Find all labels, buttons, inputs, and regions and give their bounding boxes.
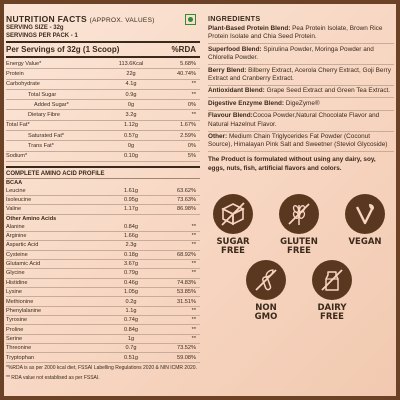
nutrition-row-label: Energy Value* <box>6 60 42 67</box>
amino-row-value: 0.79g <box>124 270 138 277</box>
bcaa-row-value: 0.95g <box>124 197 138 204</box>
amino-row-rda: ** <box>191 233 196 240</box>
amino-row-label: Serine <box>6 335 23 342</box>
ingredient-heading: Digestive Enzyme Blend: <box>208 99 284 107</box>
other-amino-table <box>6 223 200 363</box>
nutrition-row-rda: 40.74% <box>177 70 196 77</box>
amino-row-value: 1.1g <box>125 307 137 314</box>
amino-row-label: Aspartic Acid <box>6 242 39 249</box>
formulation-note: The Product is formulated without using any dairy, soy, eggs, nuts, fish, artificial flavors and colors. <box>208 156 376 172</box>
nutrition-row-rda: 0% <box>187 143 196 150</box>
ingredients-title: INGREDIENTS <box>208 14 261 23</box>
ingredient-text: Grape Seed Extract and Green Tea Extract. <box>264 87 391 95</box>
nutrition-row-rda: 5.68% <box>180 60 196 67</box>
bcaa-row <box>6 205 200 214</box>
amino-row-rda: ** <box>191 317 196 324</box>
bcaa-row <box>6 187 200 196</box>
nutrition-row-rda: 0% <box>187 101 196 108</box>
amino-row-rda: 73.52% <box>177 345 196 352</box>
nutrition-facts <box>6 14 200 381</box>
ingredient-heading: Other: <box>208 133 228 141</box>
amino-row-value: 3.67g <box>124 261 138 268</box>
nutrition-row-label: Saturated Fat* <box>28 132 65 139</box>
ingredient-line <box>208 67 394 86</box>
amino-row-rda: ** <box>191 270 196 277</box>
ingredient-text: Bilberry Extract, Acerola Cherry Extract, Goji Berry Extract and Cranberry Extract. <box>208 66 391 83</box>
amino-row-value: 0.51g <box>124 354 138 361</box>
amino-row <box>6 325 200 334</box>
amino-row <box>6 260 200 269</box>
amino-row-value: 1.05g <box>124 289 138 296</box>
ingredient-heading: Plant-Based Protein Blend: <box>208 25 291 32</box>
nutrition-row <box>6 100 200 110</box>
amino-row-label: Arginine <box>6 233 27 240</box>
amino-row <box>6 316 200 325</box>
amino-row-label: Methionine <box>6 298 34 305</box>
amino-row-value: 1.66g <box>124 233 138 240</box>
amino-row-label: Glutamic Acid <box>6 261 41 268</box>
nutrition-row-value: 1.12g <box>124 122 138 129</box>
bcaa-heading: BCAA <box>6 179 23 186</box>
amino-row-label: Lysine <box>6 289 22 296</box>
nutrition-table <box>6 59 200 162</box>
ingredient-heading: Berry Blend: <box>208 66 247 74</box>
ingredient-heading: Antioxidant Blend: <box>208 87 265 95</box>
veg-mark-icon <box>185 14 196 25</box>
amino-row-rda: 59.08% <box>177 354 196 361</box>
nutrition-row <box>6 121 200 131</box>
badge-sugar-free: SUGAR FREE <box>208 194 258 256</box>
amino-row-rda: 74.83% <box>177 279 196 286</box>
ingredients <box>208 14 394 174</box>
amino-row <box>6 307 200 316</box>
milk-carton-icon <box>312 260 352 300</box>
nutrition-row-label: Total Sugar <box>28 91 57 98</box>
amino-row <box>6 251 200 260</box>
bcaa-row-value: 1.61g <box>124 187 138 194</box>
nutrition-row <box>6 152 200 162</box>
ingredient-text: DigeZyme® <box>284 99 320 107</box>
ingredient-line <box>208 100 394 111</box>
nutrition-row-rda: ** <box>191 112 196 119</box>
amino-row <box>6 241 200 250</box>
amino-row-rda: 31.51% <box>177 298 196 305</box>
nutrition-row-value: 0.10g <box>124 153 138 160</box>
bcaa-row-rda: 86.98% <box>177 206 196 213</box>
ingredient-line <box>208 87 394 98</box>
amino-row-value: 0.2g <box>125 298 137 305</box>
amino-row <box>6 353 200 362</box>
badge-non-gmo: NON GMO <box>241 260 291 322</box>
ingredient-line <box>208 133 394 152</box>
nutrition-row <box>6 110 200 120</box>
serving-size: SERVING SIZE - 32g <box>6 25 64 31</box>
amino-row <box>6 297 200 306</box>
nutrition-title: NUTRITION FACTS (APPROX. VALUES) <box>6 14 155 24</box>
bcaa-row-value: 1.17g <box>124 206 138 213</box>
amino-row-rda: ** <box>191 242 196 249</box>
amino-row <box>6 344 200 353</box>
nutrition-row <box>6 59 200 69</box>
amino-row-value: 0.7g <box>125 345 137 352</box>
amino-row <box>6 223 200 232</box>
nutrition-row-value: 0.57g <box>124 132 138 139</box>
nutrition-row <box>6 90 200 100</box>
ingredient-line <box>208 25 394 44</box>
other-amino-heading: Other Amino Acids <box>6 215 57 222</box>
nutrition-row-label: Sodium* <box>6 153 28 160</box>
amino-row <box>6 269 200 278</box>
wheat-icon <box>279 194 319 234</box>
amino-row-label: Histidine <box>6 279 28 286</box>
amino-row-label: Threonine <box>6 345 32 352</box>
amino-title: COMPLETE AMINO ACID PROFILE <box>6 170 105 177</box>
amino-row-label: Alanine <box>6 223 25 230</box>
amino-row-value: 2.3g <box>125 242 137 249</box>
per-serving-header: Per Servings of 32g (1 Scoop) %RDA <box>6 45 196 54</box>
divider <box>6 166 200 168</box>
bcaa-table <box>6 187 200 215</box>
amino-row-value: 0.74g <box>124 317 138 324</box>
amino-row-value: 1g <box>127 335 135 342</box>
bcaa-row-rda: 63.62% <box>177 187 196 194</box>
ingredient-text: Spirulina Powder, Moringa Powder and Chlorella Powder. <box>208 45 374 62</box>
nutrition-row-label: Trans Fat* <box>28 143 54 150</box>
ingredient-text: Pea Protein Isolate, Brown Rice Protein Isolate and Chia Seed Protein. <box>208 25 383 41</box>
badge-dairy-free: DAIRY FREE <box>307 260 357 322</box>
nutrition-row-label: Dietary Fibre <box>28 112 61 119</box>
amino-row <box>6 232 200 241</box>
amino-row-value: 0.46g <box>124 279 138 286</box>
nutrition-row-rda: 5% <box>187 153 196 160</box>
amino-row-rda: ** <box>191 335 196 342</box>
footnote-not-established: ** RDA value not establised as per FSSAI. <box>6 374 100 381</box>
amino-row-label: Cysteine <box>6 251 28 258</box>
nutrition-row-rda: ** <box>191 91 196 98</box>
nutrition-row-value: 3.2g <box>125 112 137 119</box>
bcaa-row-rda: 73.63% <box>177 197 196 204</box>
ingredient-heading: Superfood Blend: <box>208 45 262 53</box>
nutrition-row-value: 22g <box>126 70 136 77</box>
ingredient-text: Medium Chain Triglycerides Fat Powder (Coconut Source), Himalayan Pink Salt and Sweetner (Steviol Glycoside) <box>208 133 388 149</box>
amino-row-rda: ** <box>191 261 196 268</box>
bcaa-row-label: Valine <box>6 206 22 213</box>
amino-row <box>6 335 200 344</box>
divider <box>6 56 200 58</box>
bcaa-row-label: Leucine <box>6 187 26 194</box>
nutrition-row <box>6 69 200 79</box>
amino-row-label: Glycine <box>6 270 25 277</box>
label-panel <box>4 4 396 396</box>
nutrition-row-label: Carbohydrate <box>6 81 40 88</box>
badge-gluten-free: GLUTEN FREE <box>274 194 324 256</box>
nutrition-row <box>6 141 200 151</box>
divider <box>6 41 200 43</box>
footnote-rda: *%RDA is as per 2000 kcal diet, FSSAI Labelling Regulations 2020 & NIN ICMR 2020. <box>6 364 197 371</box>
nutrition-row-label: Protein <box>6 70 24 77</box>
ingredient-line <box>208 112 394 131</box>
nutrition-row-rda: ** <box>191 81 196 88</box>
nutrition-row-value: 4.1g <box>125 81 137 88</box>
amino-row-rda: 68.92% <box>177 251 196 258</box>
amino-row-label: Proline <box>6 326 24 333</box>
nutrition-row-value: 0g <box>127 143 135 150</box>
badge-vegan: VEGAN <box>340 194 390 247</box>
amino-row-value: 0.84g <box>124 223 138 230</box>
bcaa-row-label: Isoleucine <box>6 197 32 204</box>
amino-row-value: 0.84g <box>124 326 138 333</box>
amino-row <box>6 279 200 288</box>
ingredient-line <box>208 46 394 65</box>
sugar-cube-icon <box>213 194 253 234</box>
amino-row-value: 0.18g <box>124 251 138 258</box>
vegan-v-leaf-icon <box>345 194 385 234</box>
amino-row-label: Phenylalanine <box>6 307 42 314</box>
ingredient-heading: Flavour Blend: <box>208 112 253 120</box>
amino-row-rda: ** <box>191 223 196 230</box>
servings-per-pack: SERVINGS PER PACK - 1 <box>6 33 78 39</box>
amino-row-label: Tryptophan <box>6 354 35 361</box>
nutrition-row-value: 113.6Kcal <box>118 60 144 67</box>
amino-row <box>6 288 200 297</box>
amino-row-label: Tyrosine <box>6 317 28 324</box>
bcaa-row <box>6 196 200 205</box>
nutrition-row <box>6 131 200 141</box>
nutrition-row-label: Added Sugar* <box>34 101 69 108</box>
amino-row-rda: ** <box>191 307 196 314</box>
nutrition-row-label: Total Fat* <box>6 122 30 129</box>
test-tube-leaf-icon <box>246 260 286 300</box>
ingredient-list <box>208 25 394 152</box>
nutrition-row <box>6 80 200 90</box>
nutrition-row-rda: 2.59% <box>180 132 196 139</box>
nutrition-row-rda: 1.67% <box>180 122 196 129</box>
amino-row-rda: 53.85% <box>177 289 196 296</box>
amino-row-rda: ** <box>191 326 196 333</box>
nutrition-row-value: 0g <box>127 101 135 108</box>
ingredient-text: Cocoa Powder,Natural Chocolate Flavor and Natural Hazelnut Flavor. <box>208 112 380 128</box>
nutrition-row-value: 0.9g <box>125 91 137 98</box>
